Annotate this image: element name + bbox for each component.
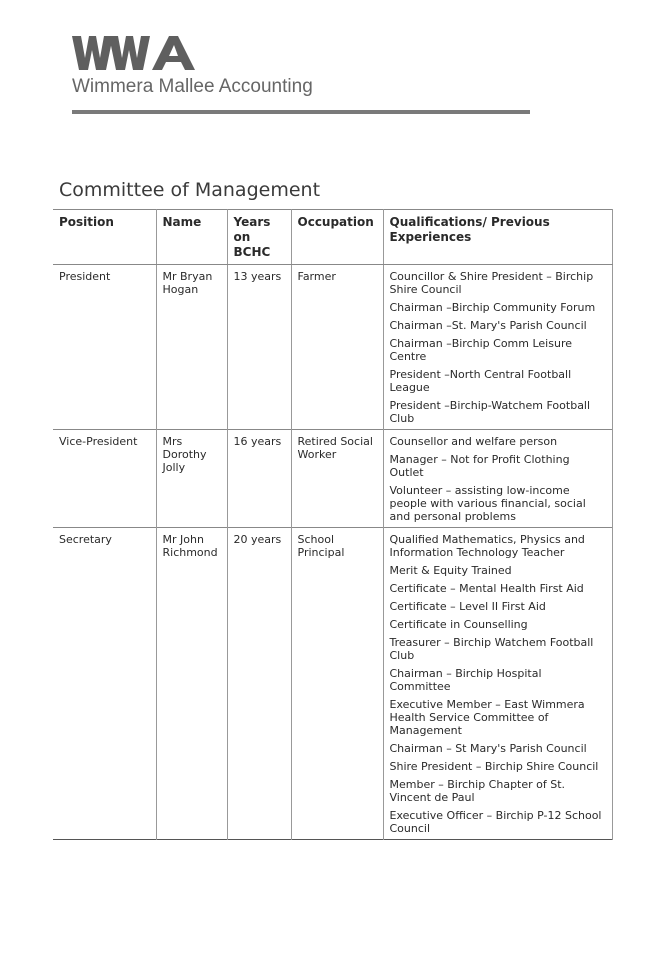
position-cell: Vice-President bbox=[53, 430, 156, 528]
qualification-item: Chairman – St Mary's Parish Council bbox=[389, 742, 587, 755]
qualification-item: Volunteer – assisting low-income people with various financial, social and personal problems bbox=[389, 484, 586, 523]
qualification-item: Chairman – Birchip Hospital Committee bbox=[389, 667, 542, 693]
qualification-item: Manager – Not for Profit Clothing Outlet bbox=[389, 453, 570, 479]
table-row bbox=[53, 528, 612, 840]
qualifications-list bbox=[390, 533, 606, 835]
column-header: Position bbox=[53, 210, 156, 265]
years-cell: 13 years bbox=[227, 265, 291, 430]
company-name: Wimmera Mallee Accounting bbox=[72, 76, 313, 97]
column-header: Name bbox=[156, 210, 227, 265]
qualification-item: Certificate – Level II First Aid bbox=[389, 600, 546, 613]
qualification-item: Merit & Equity Trained bbox=[389, 564, 512, 577]
committee-table bbox=[53, 209, 613, 840]
position-cell: President bbox=[53, 265, 156, 430]
qualification-item: Member – Birchip Chapter of St. Vincent de Paul bbox=[389, 778, 566, 804]
qualifications-cell bbox=[383, 265, 612, 430]
qualification-item: Certificate – Mental Health First Aid bbox=[389, 582, 584, 595]
qualifications-list bbox=[390, 435, 606, 523]
qualification-item: Executive Member – East Wimmera Health Service Committee of Management bbox=[389, 698, 585, 737]
qualifications-list bbox=[390, 270, 606, 425]
qualification-item: President –North Central Football League bbox=[389, 368, 572, 394]
qualification-item: Counsellor and welfare person bbox=[389, 435, 558, 448]
name-cell: Mr John Richmond bbox=[156, 528, 227, 840]
occupation-cell: Farmer bbox=[291, 265, 383, 430]
years-cell: 16 years bbox=[227, 430, 291, 528]
qualification-item: Certificate in Counselling bbox=[389, 618, 528, 631]
column-header: Qualifications/ Previous Experiences bbox=[383, 210, 612, 265]
position-cell: Secretary bbox=[53, 528, 156, 840]
column-header: Years on BCHC bbox=[227, 210, 291, 265]
table-header-row bbox=[53, 210, 612, 265]
occupation-cell: Retired Social Worker bbox=[291, 430, 383, 528]
qualifications-cell bbox=[383, 430, 612, 528]
name-cell: Mr Bryan Hogan bbox=[156, 265, 227, 430]
qualification-item: Executive Officer – Birchip P-12 School Council bbox=[389, 809, 602, 835]
qualification-item: Councillor & Shire President – Birchip Shire Council bbox=[389, 270, 594, 296]
qualification-item: Chairman –Birchip Community Forum bbox=[389, 301, 596, 314]
qualification-item: Chairman –St. Mary's Parish Council bbox=[389, 319, 587, 332]
qualification-item: Shire President – Birchip Shire Council bbox=[389, 760, 599, 773]
qualification-item: Treasurer – Birchip Watchem Football Club bbox=[389, 636, 594, 662]
qualifications-cell bbox=[383, 528, 612, 840]
occupation-cell: School Principal bbox=[291, 528, 383, 840]
name-cell: Mrs Dorothy Jolly bbox=[156, 430, 227, 528]
years-cell: 20 years bbox=[227, 528, 291, 840]
qualification-item: Qualified Mathematics, Physics and Information Technology Teacher bbox=[389, 533, 585, 559]
page-title: Committee of Management bbox=[59, 179, 321, 201]
qualification-item: Chairman –Birchip Comm Leisure Centre bbox=[389, 337, 572, 363]
table-row bbox=[53, 430, 612, 528]
table-row bbox=[53, 265, 612, 430]
column-header: Occupation bbox=[291, 210, 383, 265]
wma-logo-mark bbox=[72, 36, 196, 70]
header-rule bbox=[72, 110, 530, 114]
qualification-item: President –Birchip-Watchem Football Club bbox=[389, 399, 591, 425]
